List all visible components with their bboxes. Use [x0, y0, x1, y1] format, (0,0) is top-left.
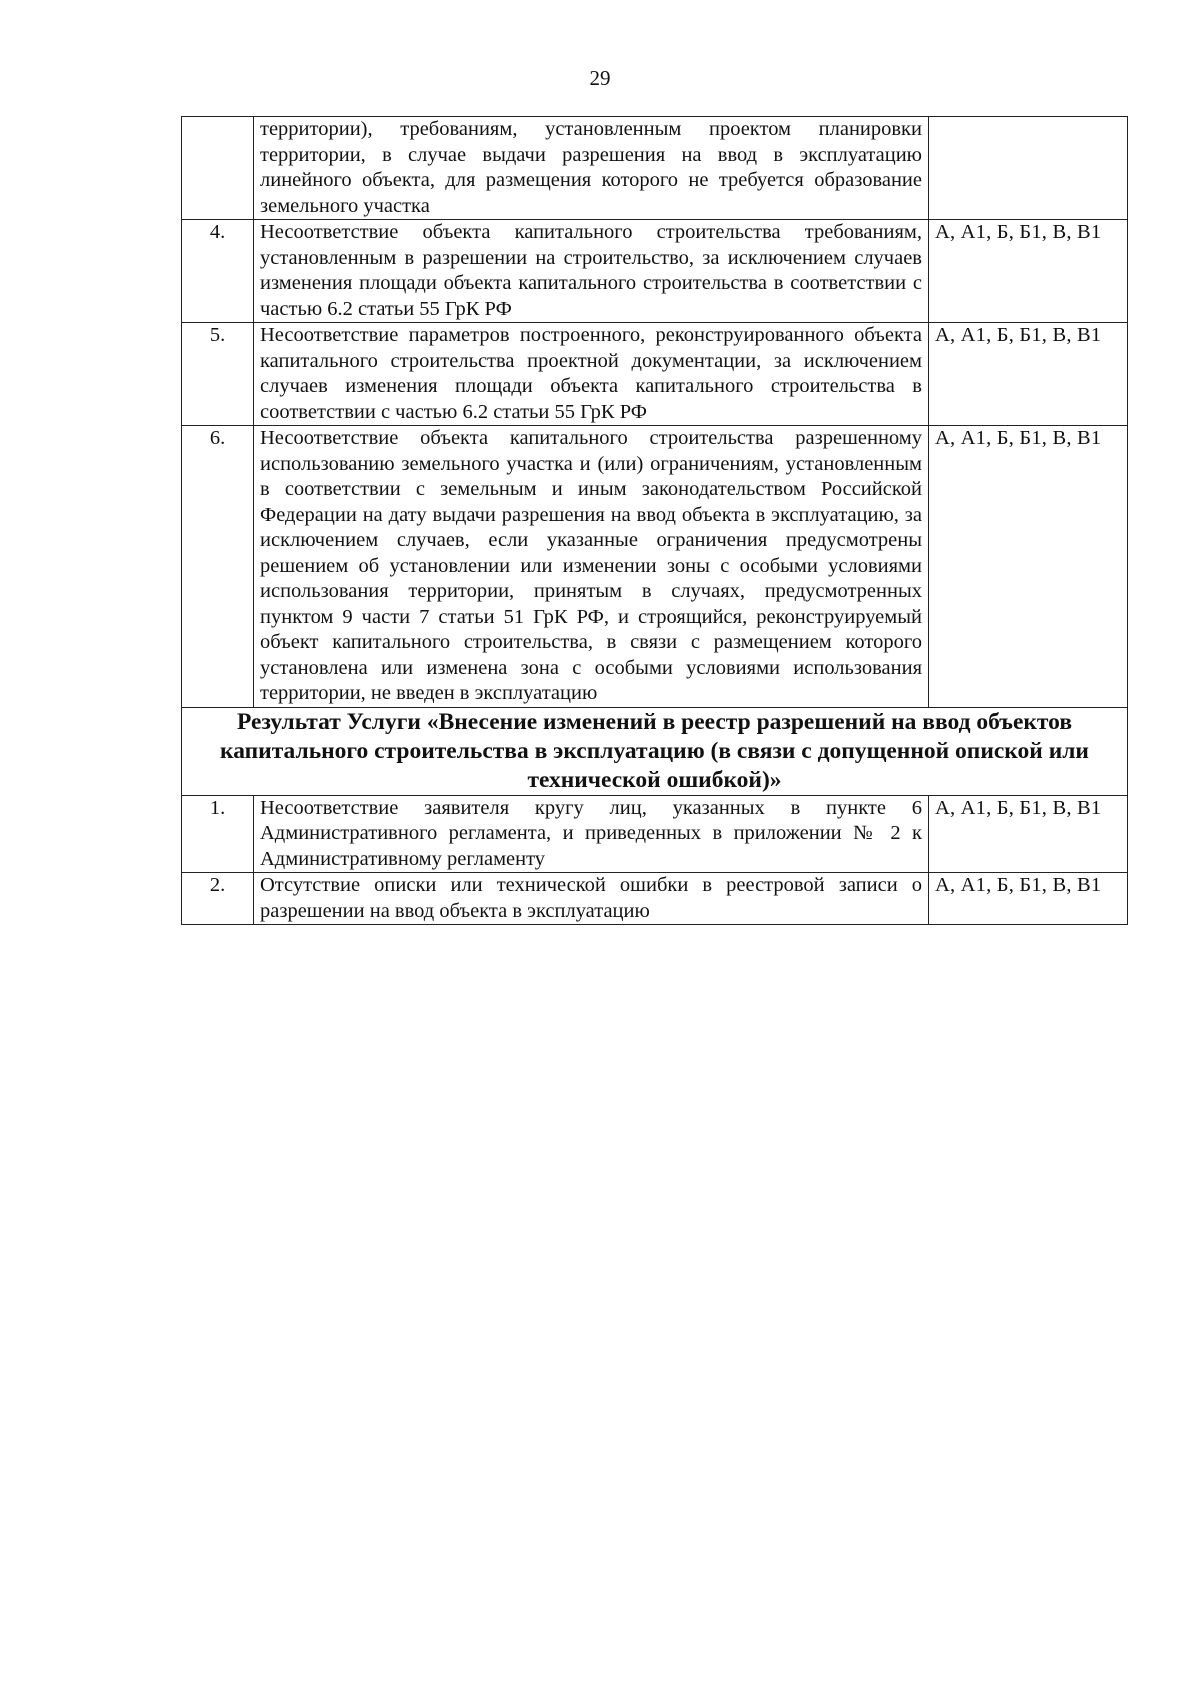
row-number: 5.: [182, 323, 254, 426]
row-number: 2.: [182, 873, 254, 925]
table-row: [182, 873, 1128, 925]
table-row: [182, 323, 1128, 426]
section-heading: Результат Услуги «Внесение изменений в реестр разрешений на ввод объектов капитального строительства в эксплуатацию (в связи с допущенной опиской или технической ошибкой)»: [182, 707, 1128, 795]
table-row: [182, 117, 1128, 220]
row-codes: А, А1, Б, Б1, В, В1: [929, 426, 1128, 708]
table-row: [182, 426, 1128, 708]
row-number: 6.: [182, 426, 254, 708]
table-row: [182, 220, 1128, 323]
table-row: [182, 795, 1128, 873]
row-text: Несоответствие объекта капитального строительства разрешенному использованию земельного участка и (или) ограничениям, установленным в соответствии с земельным и иным законодательством Российской Федерации на дату выдачи разрешения на ввод объекта в эксплуатацию, за исключением случаев, если указанные ограничения предусмотрены решением об установлении или изменении зоны с особыми условиями использования территории, принятым в случаях, предусмотренных пунктом 9 части 7 статьи 51 ГрК РФ, и строящийся, реконструируемый объект капитального строительства, в связи с размещением которого установлена или изменена зона с особыми условиями использования территории, не введен в эксплуатацию: [254, 426, 929, 708]
row-codes: А, А1, Б, Б1, В, В1: [929, 323, 1128, 426]
page-number: 29: [589, 66, 611, 90]
row-number: [182, 117, 254, 220]
row-codes: А, А1, Б, Б1, В, В1: [929, 795, 1128, 873]
row-text: Несоответствие параметров построенного, реконструированного объекта капитального строительства проектной документации, за исключением случаев изменения площади объекта капитального строительства в соответствии с частью 6.2 статьи 55 ГрК РФ: [254, 323, 929, 426]
section-heading-row: [182, 707, 1128, 795]
refusal-grounds-table: [181, 116, 1128, 925]
row-codes: А, А1, Б, Б1, В, В1: [929, 873, 1128, 925]
row-text: Отсутствие описки или технической ошибки в реестровой записи о разрешении на ввод объекта в эксплуатацию: [254, 873, 929, 925]
row-codes: [929, 117, 1128, 220]
row-text: Несоответствие заявителя кругу лиц, указанных в пункте 6 Административного регламента, и приведенных в приложении № 2 к Административному регламенту: [254, 795, 929, 873]
row-codes: А, А1, Б, Б1, В, В1: [929, 220, 1128, 323]
row-number: 4.: [182, 220, 254, 323]
row-text: территории), требованиям, установленным проектом планировки территории, в случае выдачи разрешения на ввод в эксплуатацию линейного объекта, для размещения которого не требуется образование земельного участка: [254, 117, 929, 220]
row-text: Несоответствие объекта капитального строительства требованиям, установленным в разрешении на строительство, за исключением случаев изменения площади объекта капитального строительства в соответствии с частью 6.2 статьи 55 ГрК РФ: [254, 220, 929, 323]
row-number: 1.: [182, 795, 254, 873]
